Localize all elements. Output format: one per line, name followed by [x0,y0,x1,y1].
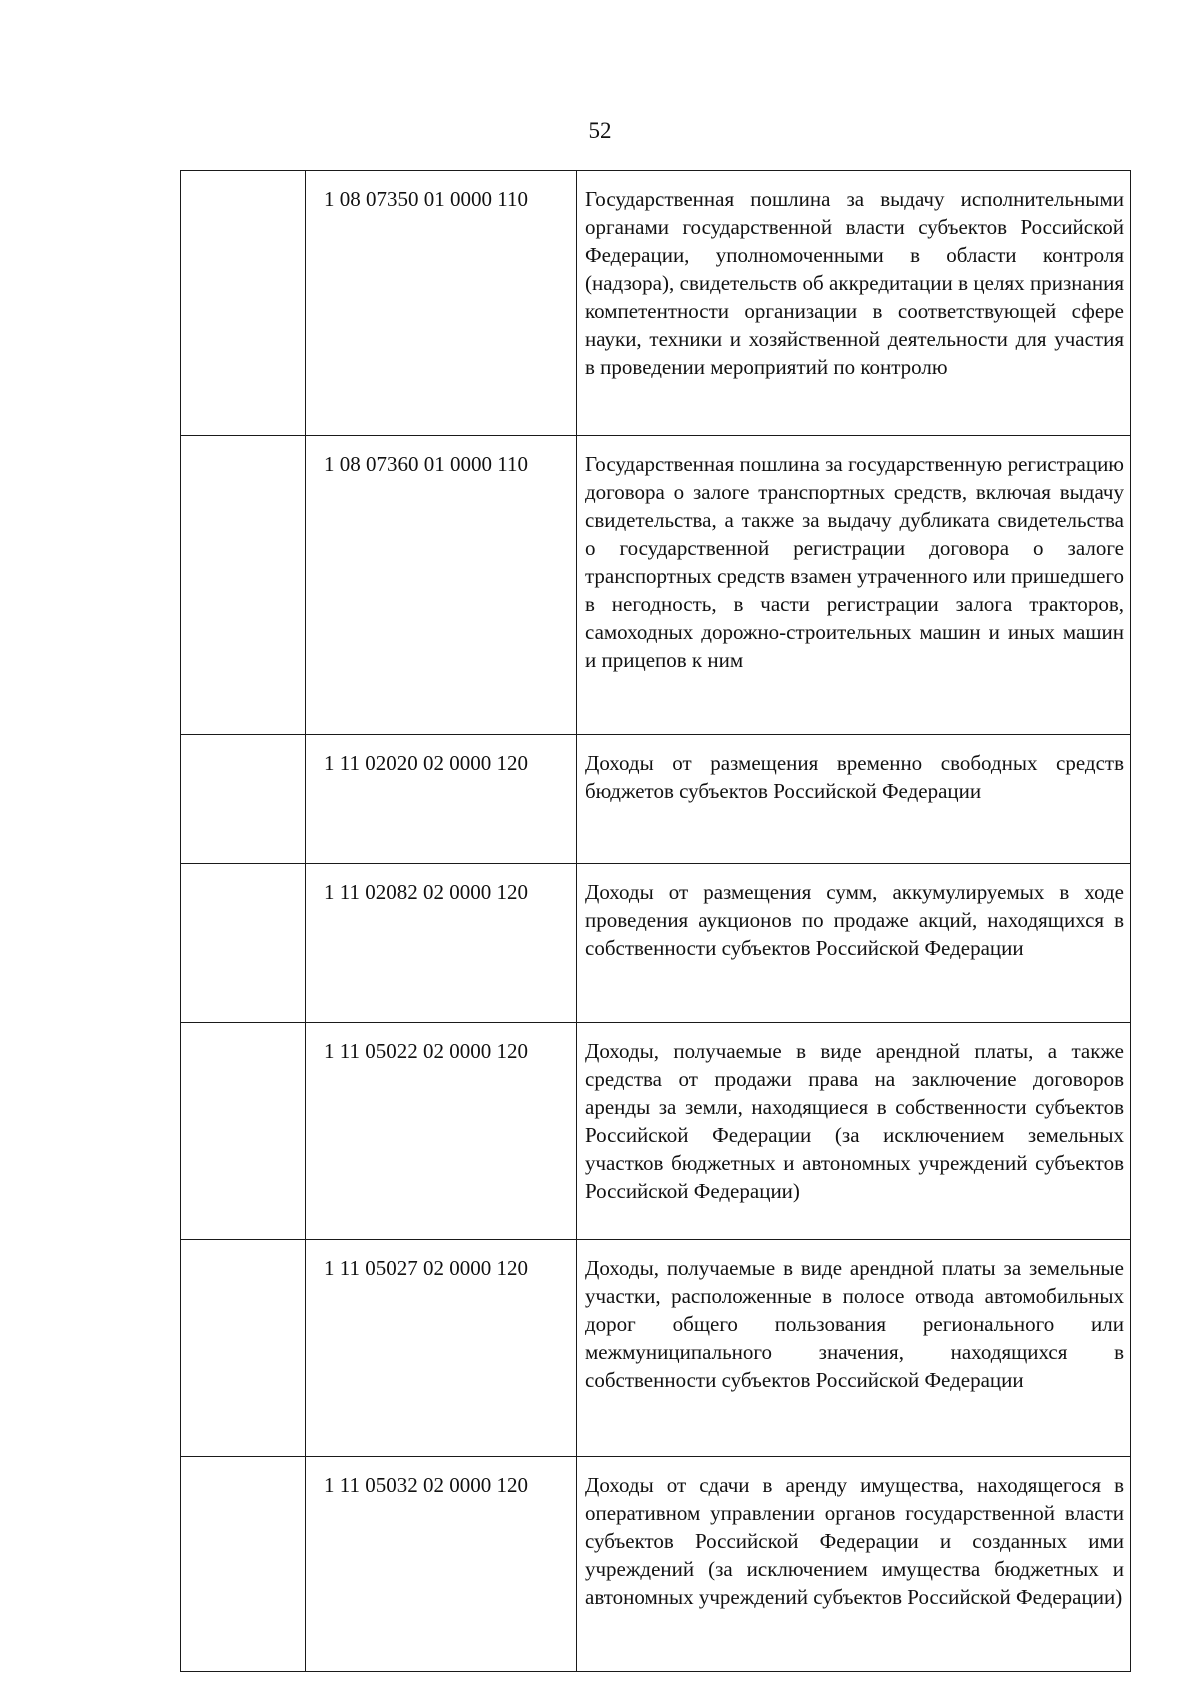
revenue-name: Доходы от размещения временно свободных средств бюджетов субъектов Российской Федерации [577,735,1131,864]
empty-cell [181,436,306,735]
revenue-code: 1 08 07360 01 0000 110 [306,436,577,735]
revenue-name: Государственная пошлина за государственную регистрацию договора о залоге транспортных средств, включая выдачу свидетельства, а также за выдачу дубликата свидетельства о государственной регистрации договора о залоге транспортных средств взамен утраченного или пришедшего в негодность, в части регистрации залога тракторов, самоходных дорожно-строительных машин и иных машин и прицепов к ним [577,436,1131,735]
revenue-code: 1 11 02082 02 0000 120 [306,864,577,1023]
revenue-code: 1 08 07350 01 0000 110 [306,171,577,436]
revenue-name: Доходы, получаемые в виде арендной платы, а также средства от продажи права на заключение договоров аренды за земли, находящиеся в собственности субъектов Российской Федерации (за исключением земельных участков бюджетных и автономных учреждений субъектов Российской Федерации) [577,1023,1131,1240]
revenue-code: 1 11 05027 02 0000 120 [306,1240,577,1457]
table-row [181,436,1131,735]
table-row [181,864,1131,1023]
revenue-code: 1 11 05022 02 0000 120 [306,1023,577,1240]
empty-cell [181,171,306,436]
revenue-name: Доходы от сдачи в аренду имущества, находящегося в оперативном управлении органов государственной власти субъектов Российской Федерации и созданных ими учреждений (за исключением имущества бюджетных и автономных учреждений субъектов Российской Федерации) [577,1457,1131,1672]
empty-cell [181,1457,306,1672]
revenue-name: Государственная пошлина за выдачу исполнительными органами государственной власти субъектов Российской Федерации, уполномоченными в области контроля (надзора), свидетельств об аккредитации в целях признания компетентности организации в соответствующей сфере науки, техники и хозяйственной деятельности для участия в проведении мероприятий по контролю [577,171,1131,436]
empty-cell [181,1240,306,1457]
empty-cell [181,864,306,1023]
table-row [181,1023,1131,1240]
revenue-code: 1 11 02020 02 0000 120 [306,735,577,864]
revenue-name: Доходы от размещения сумм, аккумулируемых в ходе проведения аукционов по продаже акций, находящихся в собственности субъектов Российской Федерации [577,864,1131,1023]
table-row [181,1457,1131,1672]
table-row [181,171,1131,436]
revenue-codes-table [180,170,1131,1672]
empty-cell [181,735,306,864]
revenue-code: 1 11 05032 02 0000 120 [306,1457,577,1672]
revenue-name: Доходы, получаемые в виде арендной платы за земельные участки, расположенные в полосе отвода автомобильных дорог общего пользования регионального или межмуниципального значения, находящихся в собственности субъектов Российской Федерации [577,1240,1131,1457]
page-number: 52 [588,118,612,143]
table-row [181,735,1131,864]
table-row [181,1240,1131,1457]
empty-cell [181,1023,306,1240]
